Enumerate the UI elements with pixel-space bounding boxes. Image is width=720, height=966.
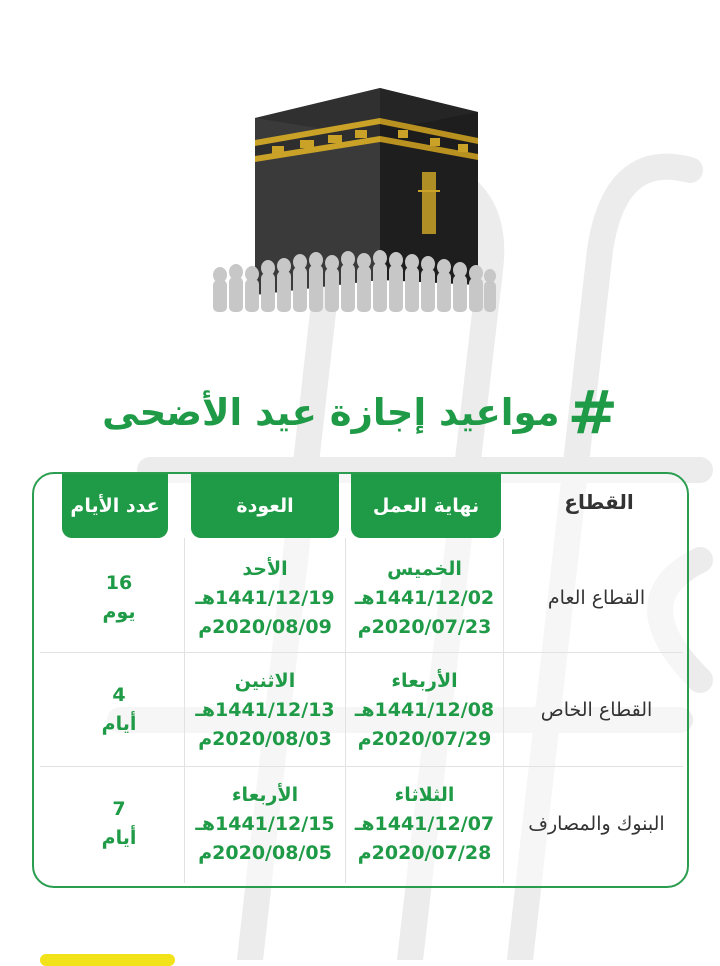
end-day: الأربعاء	[391, 669, 458, 692]
days-cell	[54, 770, 184, 878]
days-unit: أيام	[101, 827, 137, 849]
end-hijri-date: 1441/12/08هـ	[354, 698, 495, 721]
row-divider	[40, 766, 683, 767]
return-hijri-date: 1441/12/15هـ	[195, 812, 335, 835]
kaaba-illustration	[200, 80, 500, 320]
page-title	[0, 378, 720, 448]
days-unit: أيام	[101, 713, 137, 735]
end-day: الخميس	[387, 557, 462, 580]
days-unit: يوم	[102, 601, 136, 623]
sector-label: القطاع العام	[547, 586, 646, 609]
header-days: عدد الأيام	[62, 474, 168, 538]
title-text: مواعيد إجازة عيد الأضحى	[102, 391, 560, 434]
hashtag-icon: #	[567, 378, 618, 448]
end-of-work-cell	[346, 544, 503, 652]
end-hijri-date: 1441/12/02هـ	[354, 586, 495, 609]
yellow-accent-bar	[40, 954, 175, 966]
end-gregorian-date: 2020/07/29م	[357, 727, 492, 750]
days-number: 7	[112, 798, 126, 820]
days-cell	[54, 544, 184, 652]
return-cell	[185, 544, 345, 652]
table-row-sector	[504, 656, 689, 764]
table-row-sector	[504, 770, 689, 878]
return-cell	[185, 656, 345, 764]
return-gregorian-date: 2020/08/03م	[198, 727, 332, 750]
return-gregorian-date: 2020/08/09م	[198, 615, 332, 638]
days-number: 4	[112, 684, 126, 706]
end-day: الثلاثاء	[394, 783, 455, 806]
return-day: الاثنين	[234, 669, 296, 692]
sector-label: القطاع الخاص	[540, 698, 653, 721]
row-divider	[40, 652, 683, 653]
end-gregorian-date: 2020/07/23م	[357, 615, 492, 638]
header-end-of-work: نهاية العمل	[351, 474, 501, 538]
end-of-work-cell	[346, 656, 503, 764]
return-hijri-date: 1441/12/13هـ	[195, 698, 335, 721]
end-hijri-date: 1441/12/07هـ	[354, 812, 495, 835]
days-cell	[54, 656, 184, 764]
days-number: 16	[105, 572, 133, 594]
sector-label: البنوك والمصارف	[528, 812, 665, 835]
header-sector: القطاع	[564, 490, 634, 514]
table-row-sector	[504, 544, 689, 652]
holiday-table	[32, 472, 689, 888]
return-gregorian-date: 2020/08/05م	[198, 841, 332, 864]
header-return: العودة	[191, 474, 339, 538]
return-hijri-date: 1441/12/19هـ	[195, 586, 335, 609]
end-gregorian-date: 2020/07/28م	[357, 841, 492, 864]
return-day: الأربعاء	[231, 783, 299, 806]
return-cell	[185, 770, 345, 878]
end-of-work-cell	[346, 770, 503, 878]
return-day: الأحد	[242, 557, 288, 580]
